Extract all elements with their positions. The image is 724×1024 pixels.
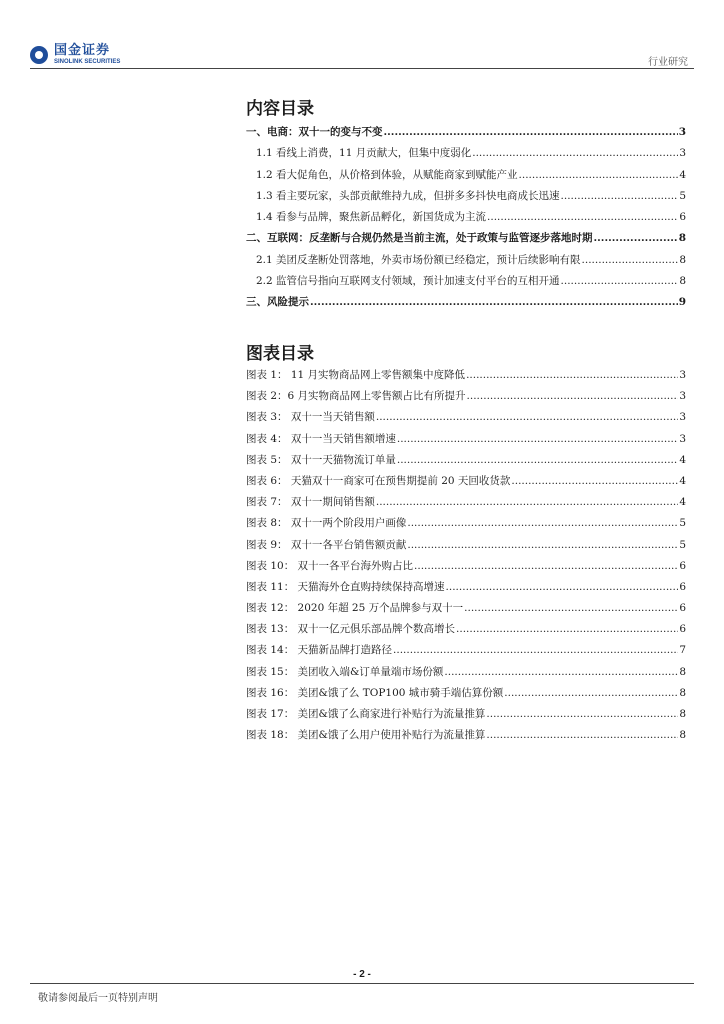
toc-entry[interactable] [246, 294, 686, 315]
leader-dots [466, 369, 678, 381]
figure-entry[interactable] [246, 579, 686, 600]
leader-dots [397, 454, 678, 466]
leader-dots [511, 475, 678, 487]
toc-entry-page: 3 [678, 126, 686, 138]
toc-entry[interactable] [246, 167, 686, 188]
leader-dots [376, 496, 678, 508]
figure-entry-page: 3 [679, 411, 686, 424]
figure-entry-title: 图表 10： 双十一各平台海外购占比 [246, 559, 414, 572]
figure-entry-title: 图表 5： 双十一天猫物流订单量 [246, 453, 396, 466]
figure-entry[interactable] [246, 664, 686, 685]
figure-entry[interactable] [246, 367, 686, 388]
leader-dots [310, 296, 678, 308]
toc-entry-page: 6 [679, 211, 686, 224]
logo-icon [30, 46, 48, 64]
figure-entry-title: 图表 15： 美团收入端&订单量端市场份额 [246, 665, 444, 678]
figure-entry[interactable] [246, 452, 686, 473]
figure-entry[interactable] [246, 494, 686, 515]
report-type: 行业研究 [648, 57, 688, 68]
figure-entry-page: 5 [679, 538, 686, 551]
leader-dots [486, 708, 678, 720]
toc-entry-page: 4 [679, 168, 686, 181]
figure-entry-page: 4 [679, 453, 686, 466]
figure-entry-page: 5 [679, 517, 686, 530]
toc-entry-title: 一、电商：双十一的变与不变 [246, 126, 383, 138]
figure-entry[interactable] [246, 409, 686, 430]
leader-dots [519, 169, 679, 181]
leader-dots [582, 254, 679, 266]
figure-entry-page: 8 [679, 686, 686, 699]
leader-dots [446, 581, 679, 593]
contents-title: 内容目录 [246, 99, 314, 119]
figure-entry-page: 4 [679, 496, 686, 509]
toc-entry[interactable] [246, 188, 686, 209]
toc-entry-page: 8 [678, 232, 686, 245]
toc-entry-page: 3 [679, 147, 686, 160]
toc-entry[interactable] [246, 124, 686, 145]
toc-entry-title: 1.2 看大促角色，从价格到体验，从赋能商家到赋能产业 [256, 168, 518, 181]
toc-entry[interactable] [246, 209, 686, 230]
figure-entry-title: 图表 2：6 月实物商品网上零售额占比有所提升 [246, 390, 466, 403]
contents-list [246, 124, 686, 316]
logo-chinese-name: 国金证券 [54, 43, 111, 58]
leader-dots [486, 729, 678, 741]
leader-dots [397, 433, 678, 445]
leader-dots [444, 666, 678, 678]
figure-entry[interactable] [246, 537, 686, 558]
figure-entry[interactable] [246, 727, 686, 748]
figure-entry[interactable] [246, 706, 686, 727]
figure-entry[interactable] [246, 515, 686, 536]
toc-entry[interactable] [246, 145, 686, 166]
figure-entry-title: 图表 11： 天猫海外仓直购持续保持高增速 [246, 580, 445, 593]
leader-dots [561, 275, 679, 287]
leader-dots [487, 211, 678, 223]
figure-entry[interactable] [246, 388, 686, 409]
leader-dots [504, 687, 678, 699]
figures-list [246, 367, 686, 748]
figure-entry-title: 图表 1： 11 月实物商品网上零售额集中度降低 [246, 369, 466, 381]
figure-entry-page: 6 [679, 623, 686, 636]
figure-entry-title: 图表 18： 美团&饿了么用户使用补贴行为流量推算 [246, 729, 486, 742]
toc-entry-page: 8 [679, 275, 686, 288]
figure-entry-page: 8 [679, 708, 686, 720]
leader-dots [456, 623, 678, 635]
figure-entry-page: 6 [679, 580, 686, 593]
figures-title: 图表目录 [246, 344, 314, 364]
figure-entry-title: 图表 8： 双十一两个阶段用户画像 [246, 517, 407, 530]
toc-entry-title: 2.1 美团反垄断处罚落地，外卖市场份额已经稳定，预计后续影响有限 [256, 253, 581, 266]
figure-entry-page: 6 [679, 559, 686, 572]
figure-entry-title: 图表 12： 2020 年超 25 万个品牌参与双十一 [246, 602, 464, 615]
leader-dots [594, 232, 678, 244]
figure-entry[interactable] [246, 431, 686, 452]
figure-entry[interactable] [246, 685, 686, 706]
leader-dots [464, 602, 678, 614]
figure-entry-page: 8 [679, 729, 686, 742]
toc-entry-title: 三、风险提示 [246, 296, 309, 309]
figure-entry-page: 7 [679, 644, 686, 657]
leader-dots [472, 147, 678, 159]
toc-entry-page: 8 [679, 253, 686, 266]
figure-entry-title: 图表 9： 双十一各平台销售额贡献 [246, 538, 407, 551]
disclaimer-text: 敬请参阅最后一页特别声明 [38, 993, 158, 1004]
toc-entry-page: 9 [678, 296, 686, 309]
figure-entry-title: 图表 4： 双十一当天销售额增速 [246, 432, 396, 445]
toc-entry[interactable] [246, 252, 686, 273]
figure-entry[interactable] [246, 642, 686, 663]
toc-entry-title: 二、互联网：反垄断与合规仍然是当前主流，处于政策与监管逐步落地时期 [246, 232, 593, 245]
figure-entry[interactable] [246, 600, 686, 621]
figure-entry-page: 3 [679, 369, 686, 381]
leader-dots [407, 517, 678, 529]
figure-entry-title: 图表 16： 美团&饿了么 TOP100 城市骑手端估算份额 [246, 686, 504, 699]
company-logo [30, 44, 120, 65]
leader-dots [384, 126, 678, 138]
figure-entry-title: 图表 7： 双十一期间销售额 [246, 496, 375, 509]
toc-entry-title: 1.4 看参与品牌，聚焦新品孵化，新国货成为主流 [256, 211, 487, 224]
leader-dots [393, 644, 678, 656]
figure-entry[interactable] [246, 473, 686, 494]
figure-entry-title: 图表 14： 天猫新品牌打造路径 [246, 644, 393, 657]
leader-dots [467, 390, 679, 402]
toc-entry-title: 1.3 看主要玩家，头部贡献维持九成，但拼多多抖快电商成长迅速 [256, 189, 560, 202]
header-divider [30, 68, 694, 69]
leader-dots [561, 190, 679, 202]
toc-entry[interactable] [246, 230, 686, 251]
leader-dots [407, 539, 678, 551]
toc-entry[interactable] [246, 273, 686, 294]
toc-entry-title: 1.1 看线上消费，11 月贡献大，但集中度弱化 [256, 147, 472, 160]
figure-entry-page: 4 [679, 474, 686, 487]
logo-english-name: SINOLINK SECURITIES [54, 59, 121, 65]
leader-dots [376, 411, 678, 423]
figure-entry[interactable] [246, 558, 686, 579]
figure-entry[interactable] [246, 621, 686, 642]
figure-entry-page: 6 [679, 602, 686, 615]
figure-entry-title: 图表 3： 双十一当天销售额 [246, 411, 375, 424]
figure-entry-title: 图表 17： 美团&饿了么商家进行补贴行为流量推算 [246, 708, 486, 720]
figure-entry-page: 3 [679, 432, 686, 445]
toc-entry-title: 2.2 监管信号指向互联网支付领域，预计加速支付平台的互相开通 [256, 275, 560, 288]
footer-divider [30, 983, 694, 984]
figure-entry-title: 图表 6： 天猫双十一商家可在预售期提前 20 天回收货款 [246, 474, 511, 487]
page-number: - 2 - [353, 969, 371, 980]
figure-entry-page: 3 [679, 390, 686, 403]
figure-entry-page: 8 [679, 665, 686, 678]
figure-entry-title: 图表 13： 双十一亿元俱乐部品牌个数高增长 [246, 623, 456, 636]
toc-entry-page: 5 [679, 189, 686, 202]
leader-dots [414, 560, 678, 572]
